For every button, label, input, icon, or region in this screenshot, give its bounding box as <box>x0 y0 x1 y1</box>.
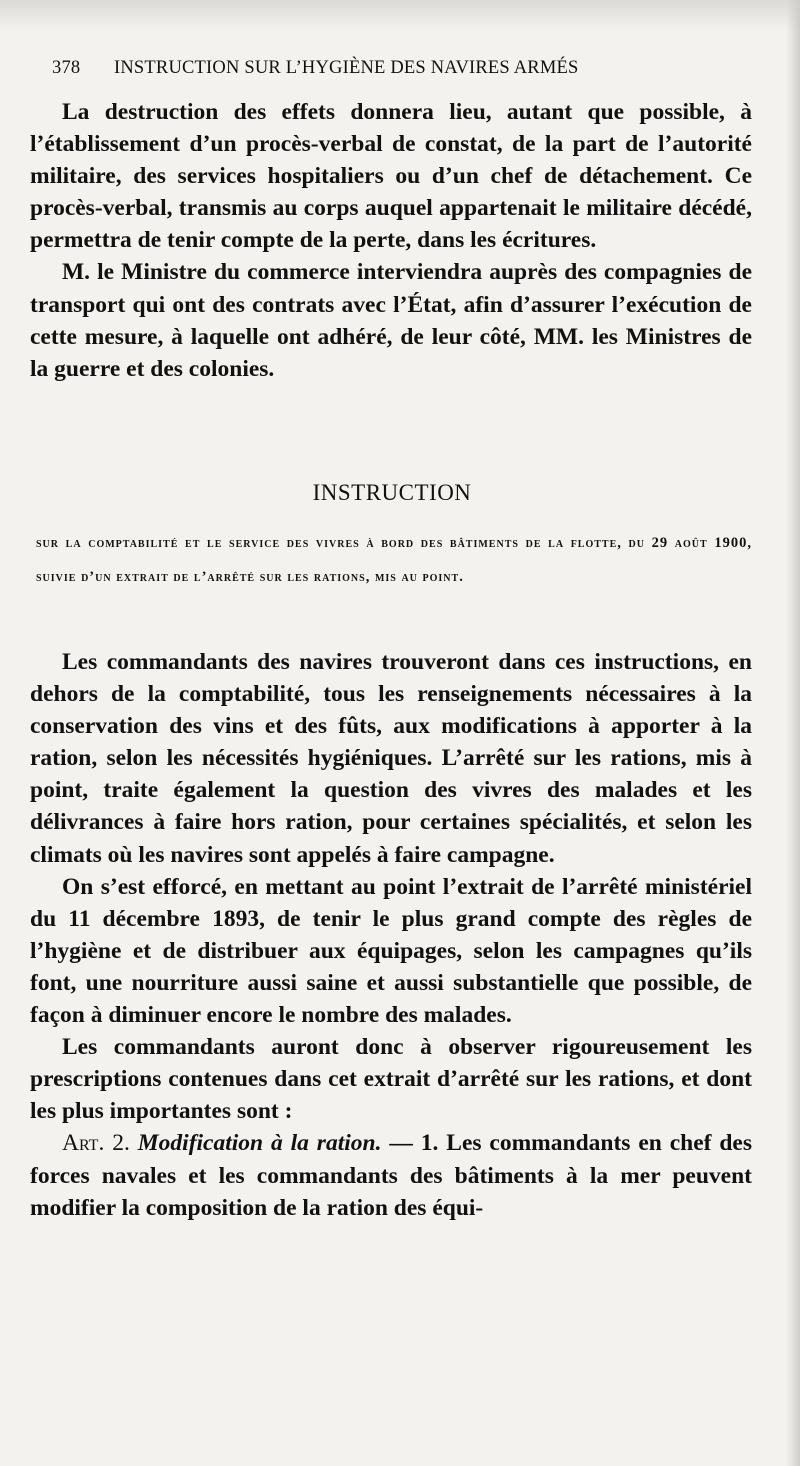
paragraph-ministre-commerce: M. le Ministre du commerce interviendra auprès des compagnies de transport qui ont des contrats avec l’État, afin d’assurer l’exécution de cette mesure, à laquelle ont adhéré, de leur côté, MM. les Ministres de la guerre et des colonies. <box>30 259 752 382</box>
section-subtitle: sur la comptabilité et le service des vivres à bord des bâtiments de la flotte, du 29 août 1900, suivie d’un extrait de l’arrêté sur les rations, mis au point. <box>36 535 752 585</box>
text-block-top <box>30 96 752 385</box>
paragraph-prescriptions: Les commandants auront donc à observer rigoureusement les prescriptions contenues dans cet extrait d’arrêté sur les rations, et dont les plus importantes sont : <box>30 1034 752 1125</box>
article-title: Modification à la ration. <box>137 1130 382 1157</box>
section-title: INSTRUCTION <box>312 480 472 505</box>
running-head <box>36 58 766 79</box>
page-number: 378 <box>52 58 81 78</box>
article-label: Art. 2. <box>62 1130 130 1157</box>
paragraph-article-2 <box>30 1127 752 1223</box>
text-block-bottom <box>30 646 752 1224</box>
paragraph-commandants-instructions: Les commandants des navires trouveront dans ces instructions, en dehors de la comptabilité, tous les renseignements nécessaires à la conservation des vins et des fûts, aux modifications à apporter à la ration, selon les nécessités hygiéniques. L’arrêté sur les rations, mis à point, traite également la question des vivres des malades et les délivrances à faire hors ration, pour certaines spécialités, et selon les climats où les navires sont appelés à faire campagne. <box>30 649 752 868</box>
paragraph-destruction-effets: La destruction des effets donnera lieu, autant que possible, à l’établissement d’un procès-verbal de constat, de la part de l’autorité militaire, des services hospitaliers ou d’un chef de détachement. Ce procès-verbal, transmis au corps auquel appartenait le militaire décédé, permettra de tenir compte de la perte, dans les écritures. <box>30 99 752 254</box>
article-text: — 1. Les commandants en chef des forces navales et les commandants des bâtiments à la mer peuvent modifier la composition de la ration des équi- <box>30 1130 753 1221</box>
running-title: INSTRUCTION SUR L’HYGIÈNE DES NAVIRES ARMÉS <box>114 58 579 78</box>
paragraph-arrete-ministeriel: On s’est efforcé, en mettant au point l’extrait de l’arrêté ministériel du 11 décembre 1893, de tenir le plus grand compte des règles de l’hygiène et de distribuer aux équipages, selon les campagnes qu’ils font, une nourriture aussi saine et aussi substantielle que possible, de façon à diminuer encore le nombre des malades. <box>30 873 752 1029</box>
